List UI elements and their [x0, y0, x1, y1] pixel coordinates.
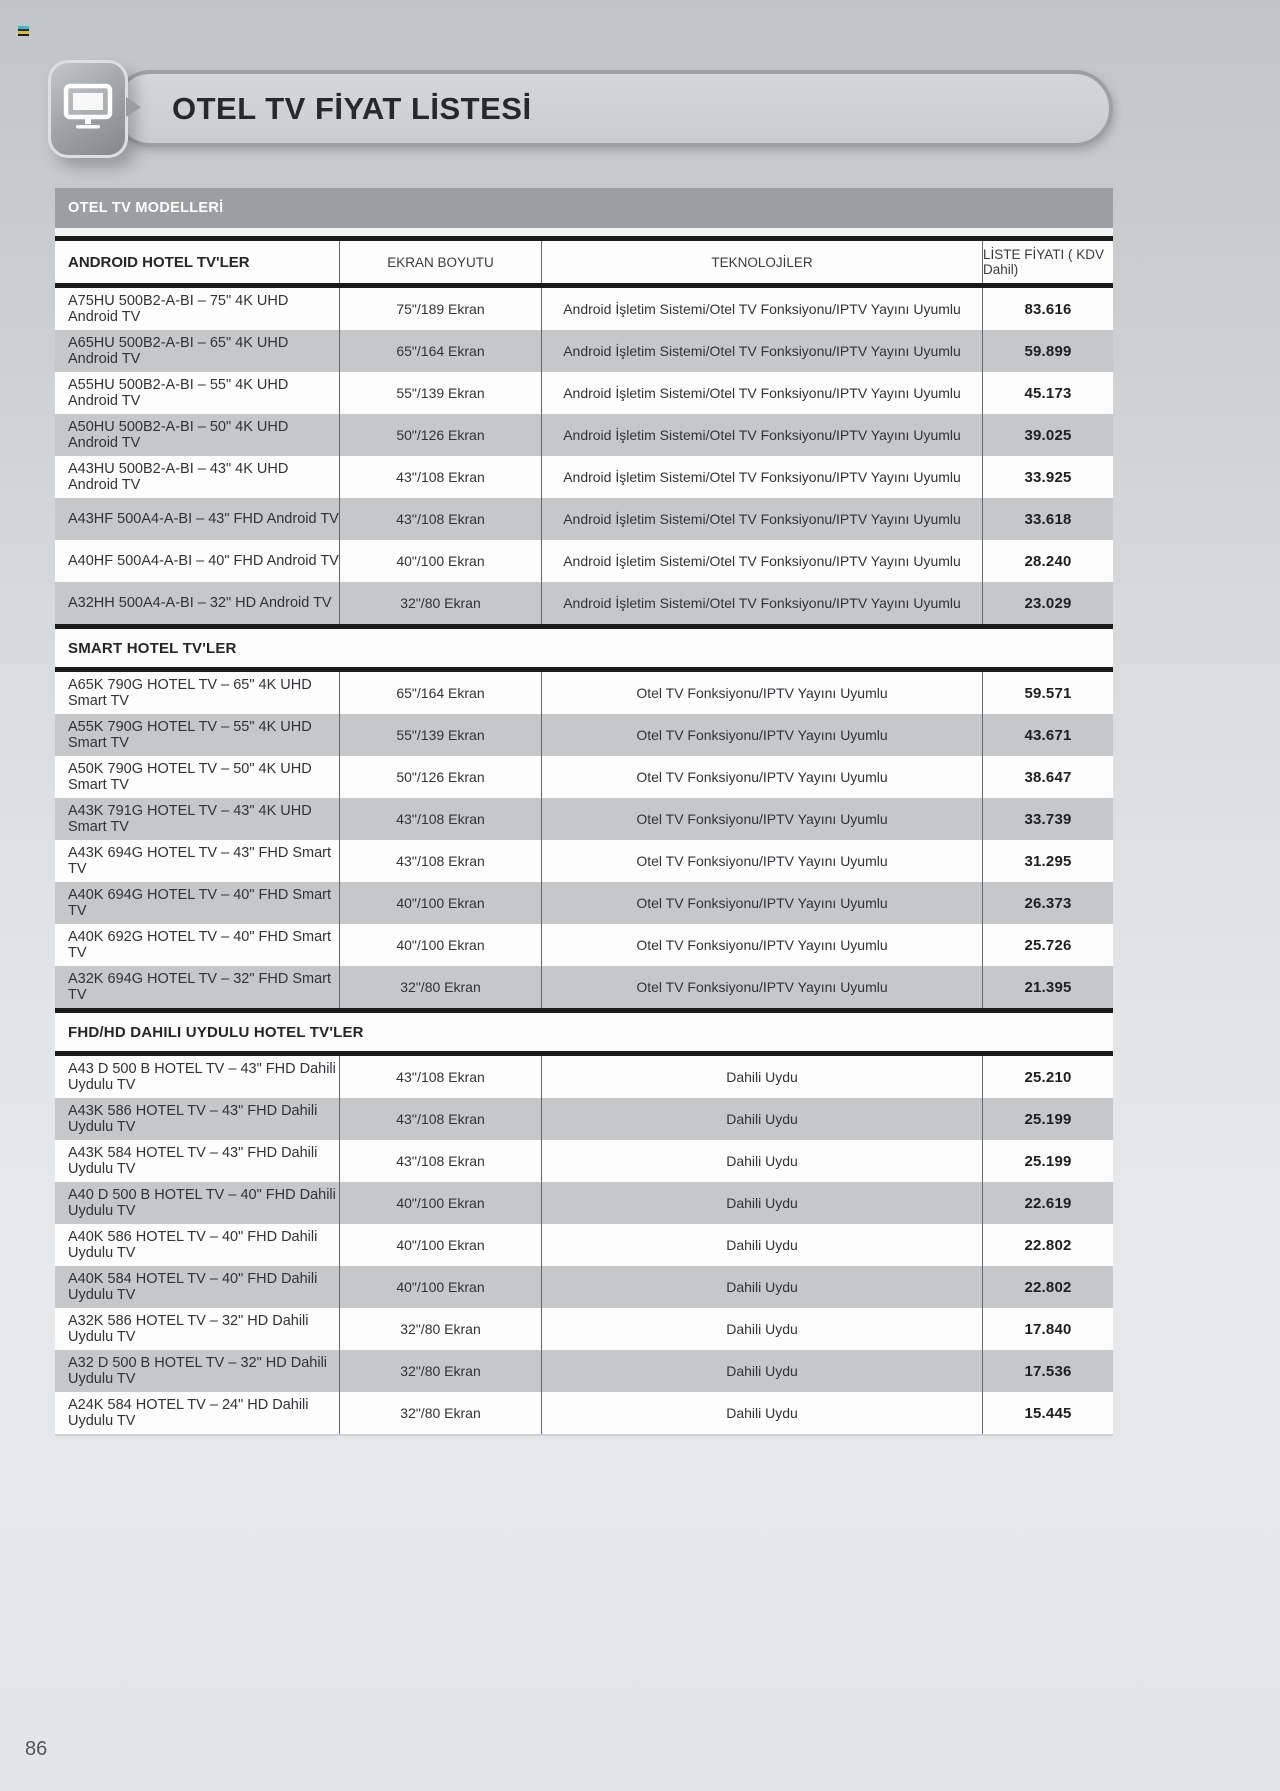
tech-cell: Otel TV Fonksiyonu/IPTV Yayını Uyumlu — [542, 756, 983, 798]
table-row — [55, 1350, 1113, 1392]
section-header-row — [55, 629, 1113, 667]
price-cell: 33.925 — [1024, 468, 1072, 486]
model-cell: A43K 584 HOTEL TV – 43" FHD Dahili Uydulu TV — [55, 1140, 340, 1182]
screen-cell: 40"/100 Ekran — [340, 1266, 542, 1308]
table-row — [55, 1182, 1113, 1224]
price-cell: 22.802 — [1024, 1278, 1072, 1296]
section-label: FHD/HD DAHILI UYDULU HOTEL TV'LER — [68, 1023, 364, 1041]
column-header-tech: TEKNOLOJİLER — [542, 241, 983, 283]
price-cell: 39.025 — [1024, 426, 1072, 444]
model-cell: A32K 694G HOTEL TV – 32" FHD Smart TV — [55, 966, 340, 1008]
tech-cell: Dahili Uydu — [542, 1098, 983, 1140]
model-cell: A40K 586 HOTEL TV – 40" FHD Dahili Uydulu TV — [55, 1224, 340, 1266]
table-row — [55, 756, 1113, 798]
model-cell: A32K 586 HOTEL TV – 32" HD Dahili Uydulu TV — [55, 1308, 340, 1350]
price-cell: 83.616 — [1024, 300, 1072, 318]
model-cell: A43K 791G HOTEL TV – 43" 4K UHD Smart TV — [55, 798, 340, 840]
tech-cell: Android İşletim Sistemi/Otel TV Fonksiyonu/IPTV Yayını Uyumlu — [542, 414, 983, 456]
table-row — [55, 540, 1113, 582]
tech-cell: Otel TV Fonksiyonu/IPTV Yayını Uyumlu — [542, 966, 983, 1008]
price-cell: 59.899 — [1024, 342, 1072, 360]
model-cell: A40K 694G HOTEL TV – 40" FHD Smart TV — [55, 882, 340, 924]
table-row — [55, 372, 1113, 414]
model-cell: A40 D 500 B HOTEL TV – 40" FHD Dahili Uydulu TV — [55, 1182, 340, 1224]
screen-cell: 50"/126 Ekran — [340, 756, 542, 798]
price-cell: 22.802 — [1024, 1236, 1072, 1254]
model-cell: A43HU 500B2-A-BI – 43" 4K UHD Android TV — [55, 456, 340, 498]
table-row — [55, 288, 1113, 330]
tech-cell: Dahili Uydu — [542, 1266, 983, 1308]
table-row — [55, 840, 1113, 882]
screen-cell: 55"/139 Ekran — [340, 714, 542, 756]
screen-cell: 32"/80 Ekran — [340, 582, 542, 624]
price-cell: 33.739 — [1024, 810, 1072, 828]
tech-cell: Otel TV Fonksiyonu/IPTV Yayını Uyumlu — [542, 672, 983, 714]
price-cell: 22.619 — [1024, 1194, 1072, 1212]
table-row — [55, 714, 1113, 756]
page-number: 86 — [25, 1738, 48, 1760]
screen-cell: 43''/108 Ekran — [340, 1098, 542, 1140]
screen-cell: 43''/108 Ekran — [340, 840, 542, 882]
price-cell: 25.210 — [1024, 1068, 1072, 1086]
screen-cell: 43''/108 Ekran — [340, 456, 542, 498]
table-row — [55, 414, 1113, 456]
tech-cell: Android İşletim Sistemi/Otel TV Fonksiyonu/IPTV Yayını Uyumlu — [542, 288, 983, 330]
price-cell: 25.726 — [1024, 936, 1072, 954]
price-cell: 15.445 — [1024, 1404, 1072, 1422]
model-cell: A55HU 500B2-A-BI – 55" 4K UHD Android TV — [55, 372, 340, 414]
screen-cell: 40"/100 Ekran — [340, 1182, 542, 1224]
tech-cell: Dahili Uydu — [542, 1224, 983, 1266]
model-cell: A50K 790G HOTEL TV – 50" 4K UHD Smart TV — [55, 756, 340, 798]
model-cell: A65HU 500B2-A-BI – 65" 4K UHD Android TV — [55, 330, 340, 372]
print-color-mark-icon — [18, 26, 29, 36]
price-cell: 25.199 — [1024, 1110, 1072, 1128]
screen-cell: 32"/80 Ekran — [340, 1308, 542, 1350]
model-cell: A24K 584 HOTEL TV – 24" HD Dahili Uydulu TV — [55, 1392, 340, 1434]
model-cell: A43HF 500A4-A-BI – 43" FHD Android TV — [55, 498, 340, 540]
price-cell: 59.571 — [1024, 684, 1072, 702]
screen-cell: 32"/80 Ekran — [340, 1350, 542, 1392]
price-cell: 31.295 — [1024, 852, 1072, 870]
tech-cell: Dahili Uydu — [542, 1140, 983, 1182]
tech-cell: Otel TV Fonksiyonu/IPTV Yayını Uyumlu — [542, 798, 983, 840]
section-header-row — [55, 1013, 1113, 1051]
table-row — [55, 882, 1113, 924]
screen-cell: 43''/108 Ekran — [340, 798, 542, 840]
tech-cell: Dahili Uydu — [542, 1056, 983, 1098]
screen-cell: 55"/139 Ekran — [340, 372, 542, 414]
price-cell: 17.536 — [1024, 1362, 1072, 1380]
tech-cell: Android İşletim Sistemi/Otel TV Fonksiyonu/IPTV Yayını Uyumlu — [542, 330, 983, 372]
model-cell: A32HH 500A4-A-BI – 32" HD Android TV — [55, 582, 340, 624]
table-header-row — [55, 241, 1113, 283]
tech-cell: Otel TV Fonksiyonu/IPTV Yayını Uyumlu — [542, 840, 983, 882]
table-row — [55, 1056, 1113, 1098]
tech-cell: Dahili Uydu — [542, 1308, 983, 1350]
model-cell: A43K 694G HOTEL TV – 43" FHD Smart TV — [55, 840, 340, 882]
tech-cell: Dahili Uydu — [542, 1392, 983, 1434]
price-cell: 17.840 — [1024, 1320, 1072, 1338]
table-row — [55, 330, 1113, 372]
price-cell: 26.373 — [1024, 894, 1072, 912]
screen-cell: 40"/100 Ekran — [340, 540, 542, 582]
table-row — [55, 798, 1113, 840]
tech-cell: Otel TV Fonksiyonu/IPTV Yayını Uyumlu — [542, 924, 983, 966]
header-banner — [112, 70, 1113, 147]
price-cell: 43.671 — [1024, 726, 1072, 744]
model-cell: A32 D 500 B HOTEL TV – 32" HD Dahili Uydulu TV — [55, 1350, 340, 1392]
table-rows — [55, 288, 1113, 1434]
page-title: OTEL TV FİYAT LİSTESİ — [172, 90, 532, 126]
model-cell: A75HU 500B2-A-BI – 75" 4K UHD Android TV — [55, 288, 340, 330]
column-header-screen: EKRAN BOYUTU — [340, 241, 542, 283]
table-row — [55, 1098, 1113, 1140]
tech-cell: Android İşletim Sistemi/Otel TV Fonksiyonu/IPTV Yayını Uyumlu — [542, 498, 983, 540]
divider — [55, 1434, 1113, 1436]
table-row — [55, 582, 1113, 624]
screen-cell: 43''/108 Ekran — [340, 1056, 542, 1098]
table-row — [55, 924, 1113, 966]
table-row — [55, 1308, 1113, 1350]
screen-cell: 50"/126 Ekran — [340, 414, 542, 456]
screen-cell: 40"/100 Ekran — [340, 924, 542, 966]
model-cell: A40K 584 HOTEL TV – 40" FHD Dahili Uydulu TV — [55, 1266, 340, 1308]
tech-cell: Android İşletim Sistemi/Otel TV Fonksiyonu/IPTV Yayını Uyumlu — [542, 582, 983, 624]
model-cell: A40K 692G HOTEL TV – 40" FHD Smart TV — [55, 924, 340, 966]
table-row — [55, 498, 1113, 540]
table-title-bar — [55, 188, 1113, 228]
screen-cell: 65"/164 Ekran — [340, 330, 542, 372]
table-title: OTEL TV MODELLERİ — [68, 200, 224, 216]
screen-cell: 75"/189 Ekran — [340, 288, 542, 330]
price-table — [55, 188, 1113, 1436]
table-row — [55, 1224, 1113, 1266]
tech-cell: Android İşletim Sistemi/Otel TV Fonksiyonu/IPTV Yayını Uyumlu — [542, 372, 983, 414]
price-cell: 38.647 — [1024, 768, 1072, 786]
model-cell: A55K 790G HOTEL TV – 55" 4K UHD Smart TV — [55, 714, 340, 756]
tech-cell: Dahili Uydu — [542, 1350, 983, 1392]
model-cell: A65K 790G HOTEL TV – 65" 4K UHD Smart TV — [55, 672, 340, 714]
column-header-price: LİSTE FİYATI ( KDV Dahil) — [983, 247, 1105, 277]
table-row — [55, 1266, 1113, 1308]
model-cell: A43 D 500 B HOTEL TV – 43" FHD Dahili Uydulu TV — [55, 1056, 340, 1098]
screen-cell: 32"/80 Ekran — [340, 1392, 542, 1434]
price-cell: 23.029 — [1024, 594, 1072, 612]
price-cell: 21.395 — [1024, 978, 1072, 996]
arrow-right-icon — [126, 97, 141, 117]
table-row — [55, 1140, 1113, 1182]
price-cell: 45.173 — [1024, 384, 1072, 402]
tech-cell: Android İşletim Sistemi/Otel TV Fonksiyonu/IPTV Yayını Uyumlu — [542, 456, 983, 498]
table-row — [55, 456, 1113, 498]
table-row — [55, 966, 1113, 1008]
screen-cell: 43''/108 Ekran — [340, 1140, 542, 1182]
table-row — [55, 672, 1113, 714]
tv-icon — [48, 60, 128, 158]
table-row — [55, 1392, 1113, 1434]
price-cell: 25.199 — [1024, 1152, 1072, 1170]
tech-cell: Otel TV Fonksiyonu/IPTV Yayını Uyumlu — [542, 882, 983, 924]
screen-cell: 32"/80 Ekran — [340, 966, 542, 1008]
tech-cell: Dahili Uydu — [542, 1182, 983, 1224]
model-cell: A43K 586 HOTEL TV – 43" FHD Dahili Uydulu TV — [55, 1098, 340, 1140]
screen-cell: 43''/108 Ekran — [340, 498, 542, 540]
price-cell: 28.240 — [1024, 552, 1072, 570]
screen-cell: 40"/100 Ekran — [340, 1224, 542, 1266]
tech-cell: Otel TV Fonksiyonu/IPTV Yayını Uyumlu — [542, 714, 983, 756]
model-cell: A50HU 500B2-A-BI – 50" 4K UHD Android TV — [55, 414, 340, 456]
column-header-model: ANDROID HOTEL TV'LER — [55, 241, 340, 283]
model-cell: A40HF 500A4-A-BI – 40" FHD Android TV — [55, 540, 340, 582]
divider — [55, 228, 1113, 236]
price-cell: 33.618 — [1024, 510, 1072, 528]
screen-cell: 65"/164 Ekran — [340, 672, 542, 714]
screen-cell: 40"/100 Ekran — [340, 882, 542, 924]
tech-cell: Android İşletim Sistemi/Otel TV Fonksiyonu/IPTV Yayını Uyumlu — [542, 540, 983, 582]
section-label: SMART HOTEL TV'LER — [68, 639, 237, 657]
